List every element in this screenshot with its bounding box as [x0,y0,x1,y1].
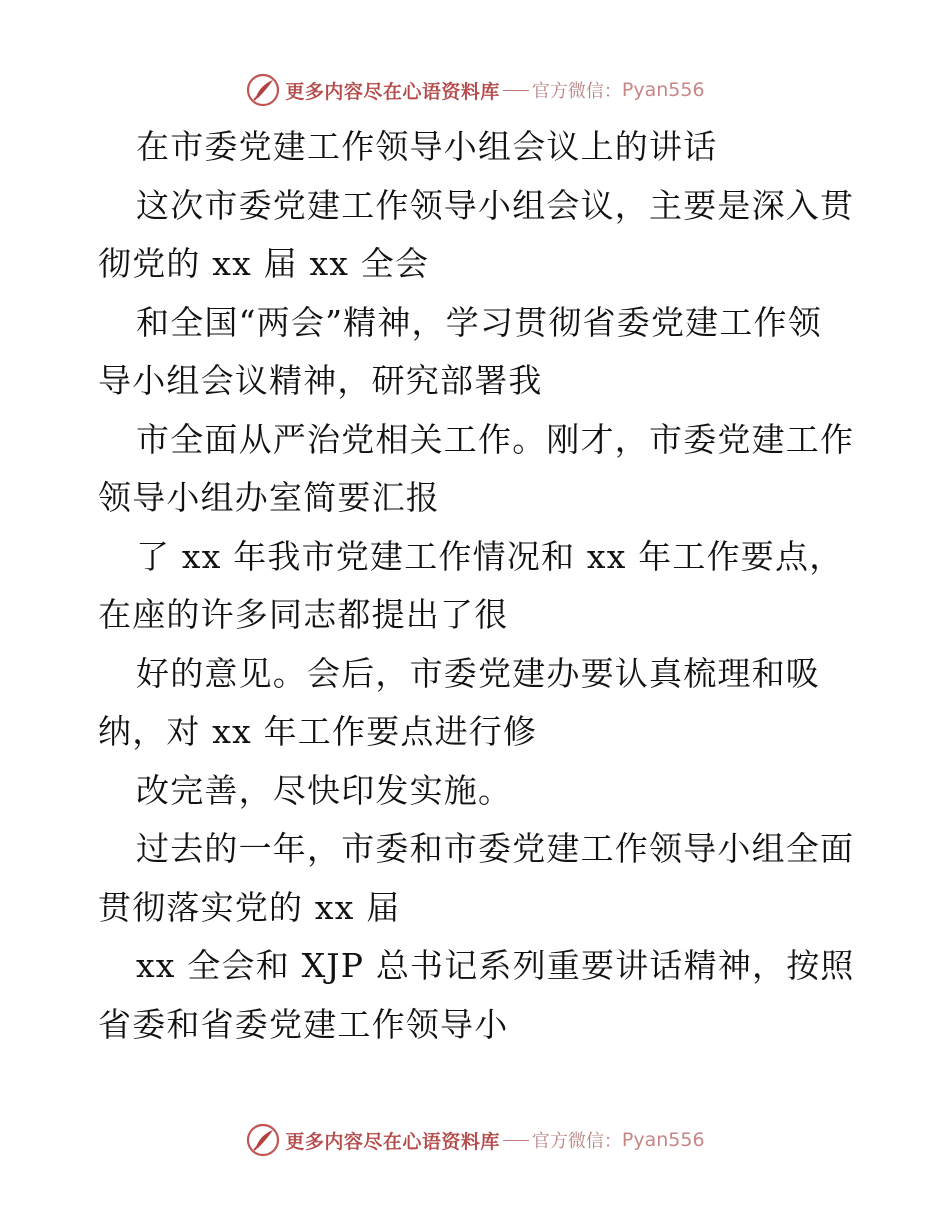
quill-seal-icon [245,1122,281,1158]
watermark-secondary-text: 官方微信： [531,1131,622,1152]
document-line: 好的意见。会后，市委党建办要认真梳理和吸 [136,653,820,693]
watermark-account-id: Pyan556 [621,1129,705,1151]
watermark-main-text: 更多内容尽在心语资料库 [285,1130,500,1153]
document-body [98,118,858,1054]
watermark-divider [503,90,529,91]
document-line: 纳，对 xx 年工作要点进行修 [98,712,538,751]
watermark-account-id: Pyan556 [621,79,705,101]
document-line: xx 全会和 XJP 总书记系列重要讲话精神，按照 [136,946,855,985]
document-line: 市全面从严治党相关工作。刚才，市委党建工作 [136,419,855,459]
quill-seal-icon [245,72,281,108]
document-line: 在市委党建工作领导小组会议上的讲话 [136,127,718,166]
document-line: 改完善，尽快印发实施。 [136,770,513,810]
footer-watermark [0,1120,950,1160]
document-line: 省委和省委党建工作领导小 [98,1004,509,1044]
watermark-main-text: 更多内容尽在心语资料库 [285,80,500,103]
document-line: 在座的许多同志都提出了很 [98,595,509,634]
watermark-secondary-text: 官方微信： [531,81,622,102]
document-line: 这次市委党建工作领导小组会议，主要是深入贯 [136,185,855,225]
document-line: 领导小组办室简要汇报 [98,478,440,517]
document-line: 了 xx 年我市党建工作情况和 xx 年工作要点， [136,536,844,576]
document-line: 贯彻落实党的 xx 届 [98,887,401,927]
document-line: 彻党的 xx 届 xx 全会 [98,244,430,283]
header-watermark [0,70,950,110]
document-line: 导小组会议精神，研究部署我 [98,361,543,400]
watermark-divider [503,1140,529,1141]
document-line: 和全国“两会”精神，学习贯彻省委党建工作领 [136,302,822,342]
document-line: 过去的一年，市委和市委党建工作领导小组全面 [136,829,855,868]
